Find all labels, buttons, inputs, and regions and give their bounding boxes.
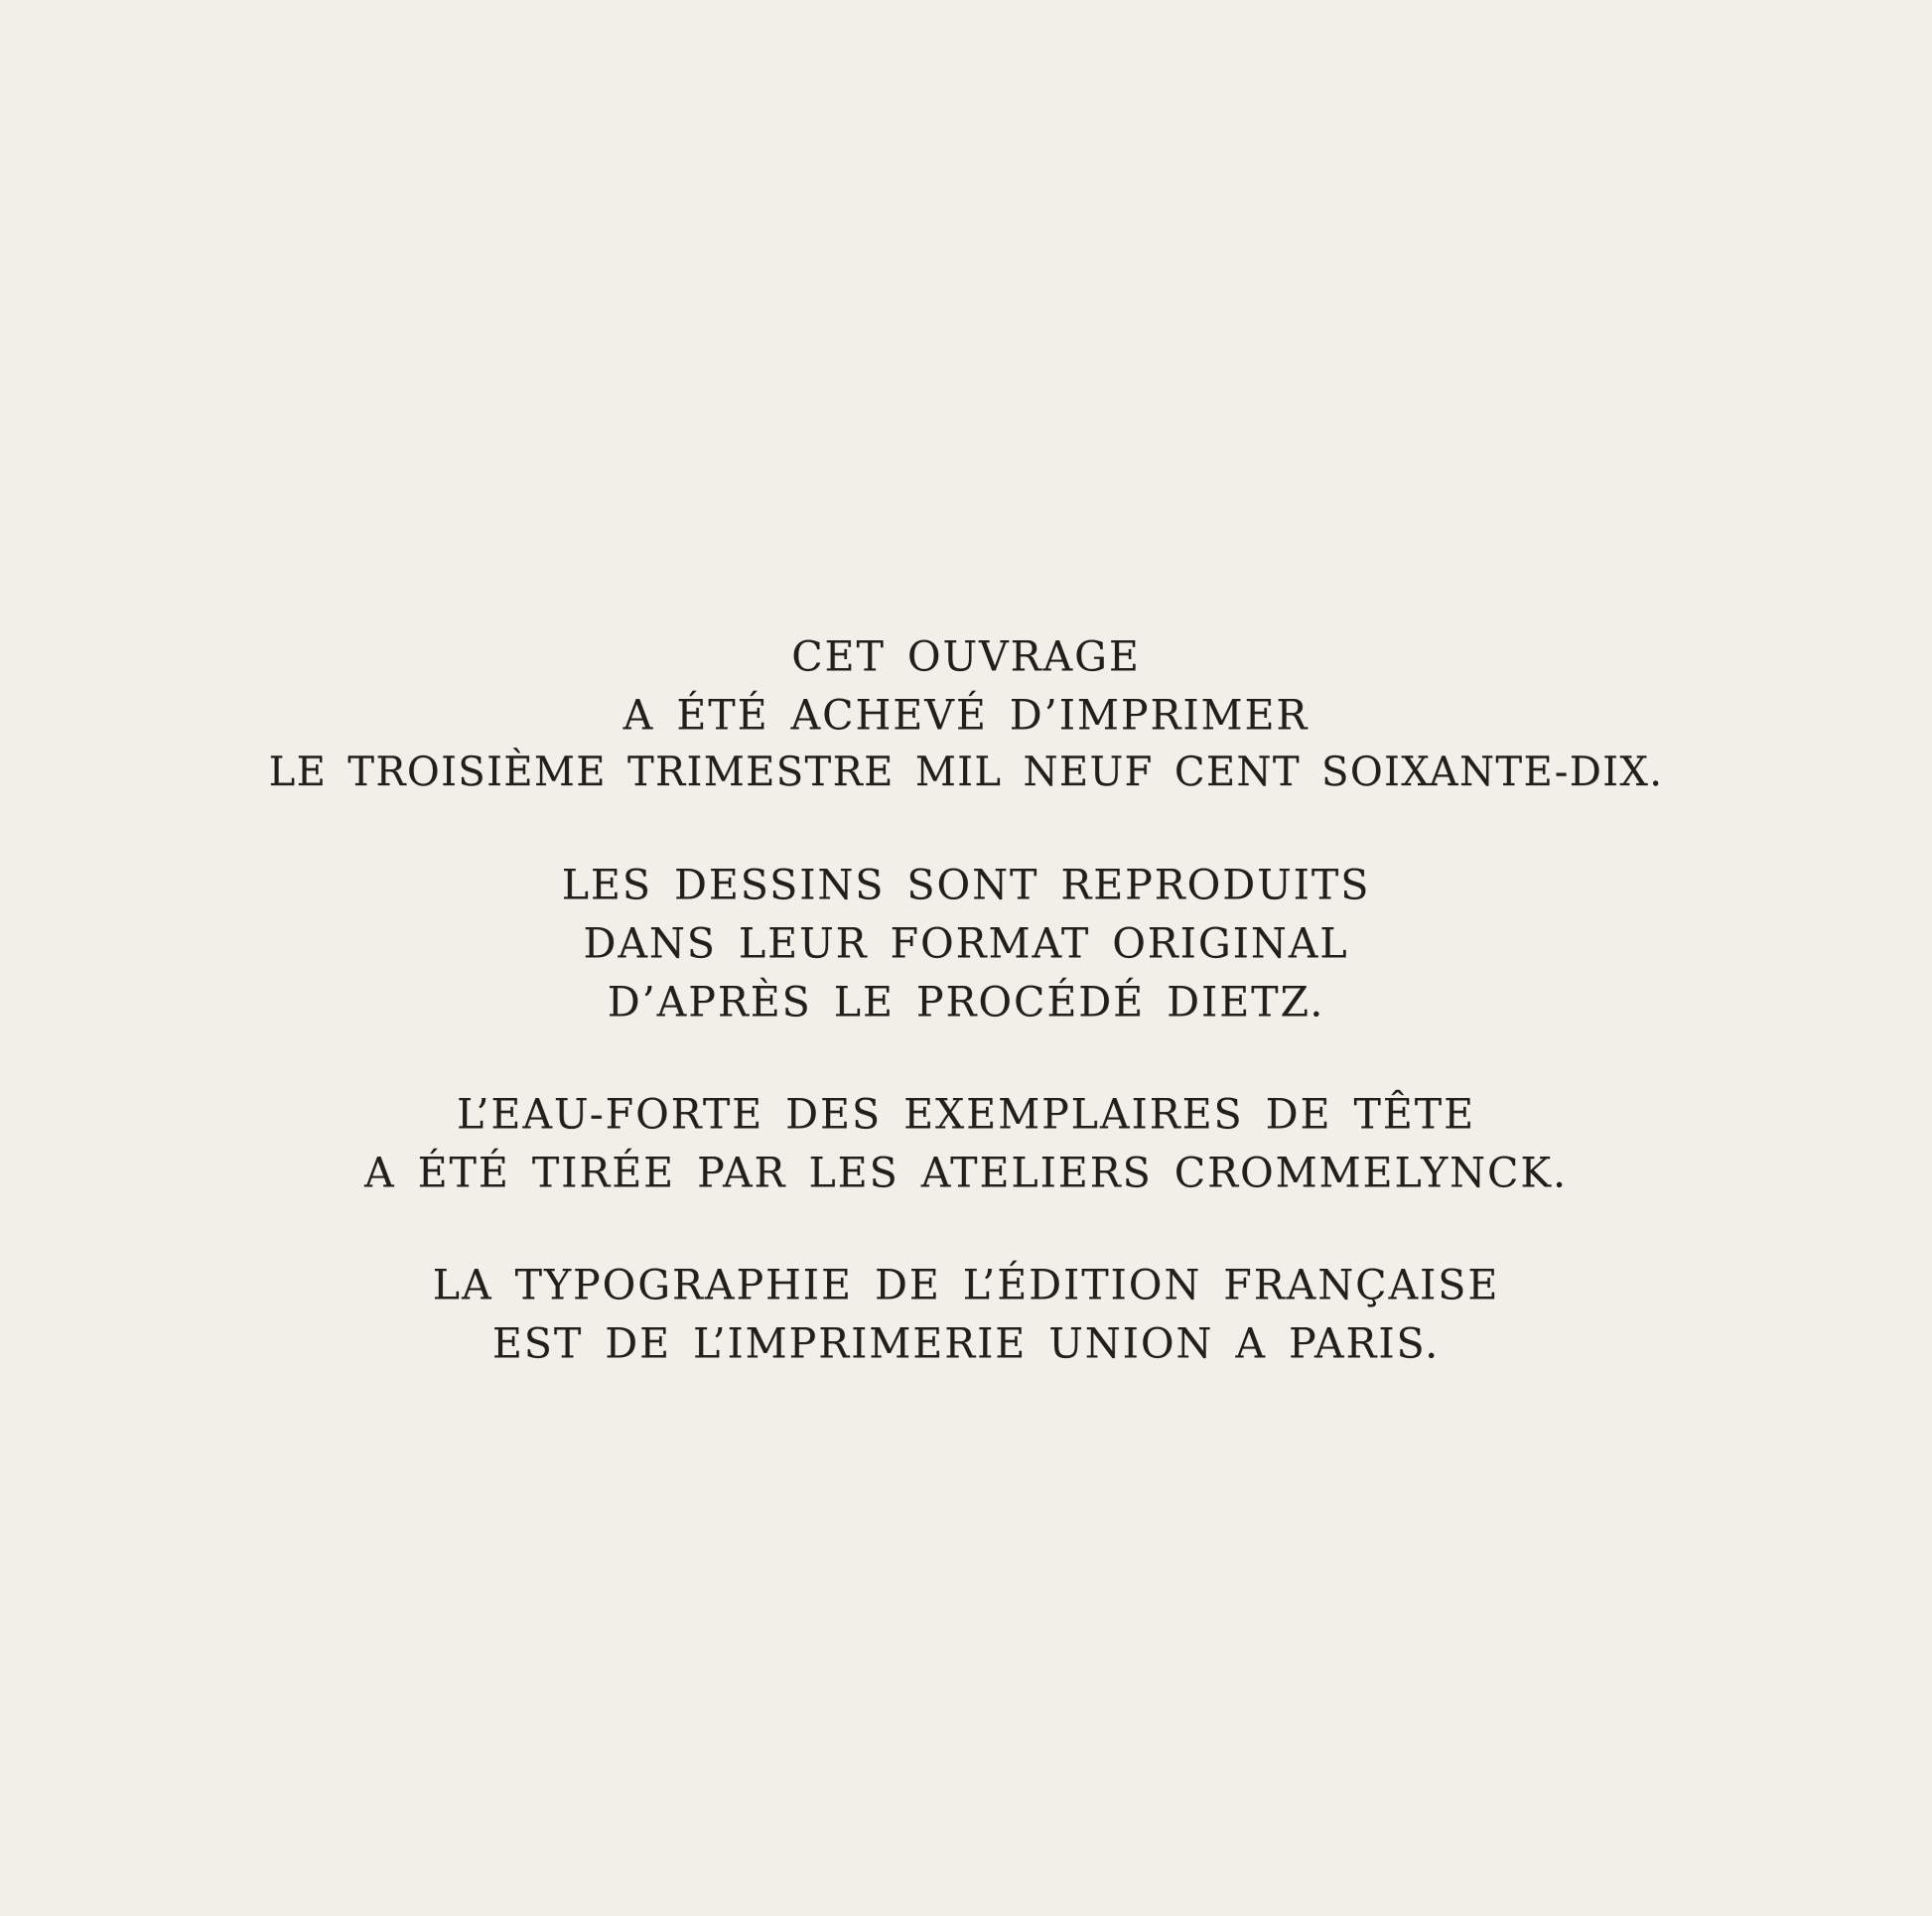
colophon-line: LES DESSINS SONT REPRODUITS: [561, 860, 1371, 909]
colophon-line: DANS LEUR FORMAT ORIGINAL: [583, 918, 1349, 968]
colophon-line: A ÉTÉ TIRÉE PAR LES ATELIERS CROMMELYNCK.: [363, 1148, 1569, 1197]
colophon-line: LE TROISIÈME TRIMESTRE MIL NEUF CENT SOIXANTE-DIX.: [268, 749, 1664, 796]
colophon-line: L’EAU-FORTE DES EXEMPLAIRES DE TÊTE: [456, 1089, 1476, 1139]
colophon-line: LA TYPOGRAPHIE DE L’ÉDITION FRANÇAISE: [432, 1260, 1500, 1309]
colophon-line: D’APRÈS LE PROCÉDÉ DIETZ.: [607, 977, 1325, 1026]
colophon-stanza: [0, 627, 1932, 802]
colophon-stanza: [0, 1256, 1932, 1373]
colophon-line: A ÉTÉ ACHEVÉ D’IMPRIMER: [622, 690, 1310, 740]
colophon-block: [0, 627, 1932, 1373]
colophon-stanza: [0, 856, 1932, 1031]
colophon-line: EST DE L’IMPRIMERIE UNION A PARIS.: [491, 1318, 1441, 1368]
colophon-line: CET OUVRAGE: [791, 631, 1141, 681]
colophon-stanza: [0, 1085, 1932, 1202]
